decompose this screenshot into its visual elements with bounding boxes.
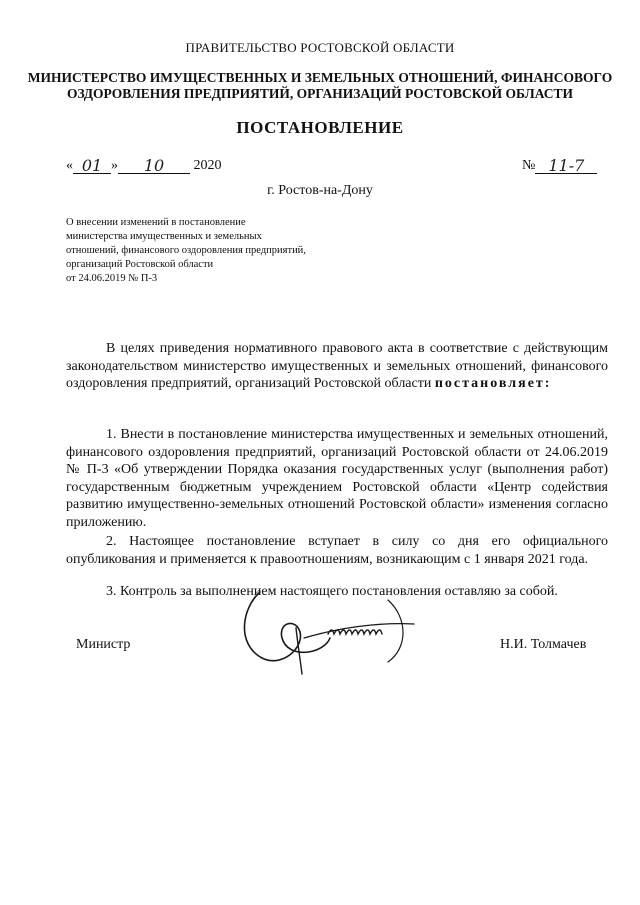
document-subject [66, 216, 306, 286]
subject-line: организаций Ростовской области [66, 259, 214, 270]
city-line: г. Ростов-на-Дону [267, 183, 373, 198]
ministry-header [0, 70, 640, 102]
item-2-paragraph: 2. Настоящее постановление вступает в силу со дня его официального опубликования и применяется к правоотношениям, возникающим с 1 января 2021 года. [66, 534, 608, 567]
government-header: ПРАВИТЕЛЬСТВО РОСТОВСКОЙ ОБЛАСТИ [185, 40, 455, 55]
subject-line: О внесении изменений в постановление [66, 217, 246, 228]
ministry-line-2: ОЗДОРОВЛЕНИЯ ПРЕДПРИЯТИЙ, ОРГАНИЗАЦИЙ РОСТОВСКОЙ ОБЛАСТИ [66, 86, 574, 101]
item-3-paragraph: 3. Контроль за выполнением настоящего постановления оставляю за собой. [106, 584, 558, 599]
number-value: 11-7 [535, 156, 597, 174]
document-number [522, 156, 597, 174]
preamble-text: В целях приведения нормативного правового акта в соответствие с действующим законодательством министерство имущественных и земельных отношений, финансового оздоровления предприятий, организаций Ростовской области [66, 341, 608, 392]
subject-line: от 24.06.2019 № П-3 [66, 273, 158, 284]
item-1-paragraph: 1. Внести в постановление министерства имущественных и земельных отношений, финансового оздоровления предприятий, организаций Ростовской области от 24.06.2019 № П-3 «Об утверждении Порядка оказания государственных услуг (выполнения работ) государственным бюджетным учреждением Ростовской области «Центр содействия развитию имущественно-земельных отношений Ростовской области» изменения согласно приложению. [66, 427, 608, 530]
date-year: 2020 [193, 158, 222, 173]
document-date [66, 156, 222, 174]
date-close-quote: » [111, 158, 118, 173]
date-open-quote: « [66, 158, 73, 173]
handwritten-signature [238, 588, 418, 684]
date-day: 01 [73, 156, 111, 174]
document-type-title: ПОСТАНОВЛЕНИЕ [236, 118, 404, 137]
subject-line: министерства имущественных и земельных [66, 231, 262, 242]
resolves-word: постановляет: [434, 376, 552, 392]
signatory-name: Н.И. Толмачев [500, 637, 587, 652]
subject-line: отношений, финансового оздоровления предприятий, [66, 245, 306, 256]
date-month: 10 [118, 156, 190, 174]
signatory-position: Министр [76, 637, 131, 652]
preamble-paragraph [66, 340, 608, 393]
number-sign: № [522, 158, 536, 173]
ministry-line-1: МИНИСТЕРСТВО ИМУЩЕСТВЕННЫХ И ЗЕМЕЛЬНЫХ ОТНОШЕНИЙ, ФИНАНСОВОГО [27, 70, 613, 85]
